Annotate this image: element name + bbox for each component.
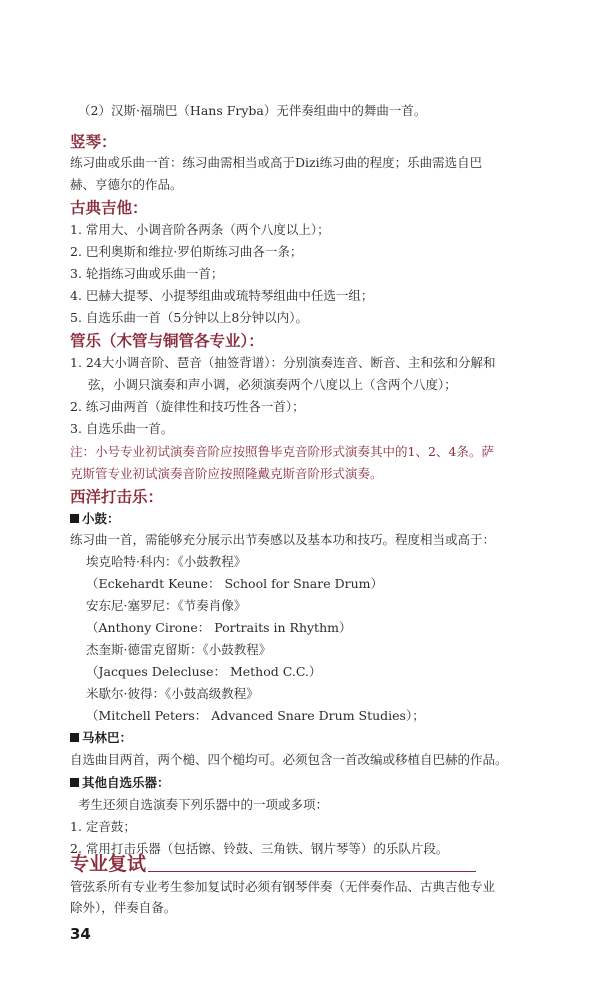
square-bullet-icon bbox=[70, 733, 79, 742]
snare-ref-2: 安东尼·塞罗尼：《节奏肖像》 bbox=[86, 598, 247, 613]
winds-note-2: 克斯管专业初试演奏音阶应按照隆戴克斯音阶形式演奏。 bbox=[70, 466, 383, 481]
winds-heading: 管乐（木管与铜管各专业）： bbox=[70, 332, 264, 350]
harp-line-2: 赫、亨德尔的作品。 bbox=[70, 177, 183, 192]
snare-desc: 练习曲一首，需能够充分展示出节奏感以及基本功和技巧。程度相当或高于： bbox=[70, 532, 496, 547]
other-item-2: 2. 常用打击乐器（包括镲、铃鼓、三角铁、钢片琴等）的乐队片段。 bbox=[70, 841, 449, 856]
percussion-heading: 西洋打击乐： bbox=[70, 488, 164, 506]
guitar-heading: 古典吉他： bbox=[70, 199, 148, 217]
snare-ref-4-en: （Mitchell Peters： Advanced Snare Drum Studies）； bbox=[86, 708, 425, 723]
guitar-item-1: 1. 常用大、小调音阶各两条（两个八度以上）； bbox=[70, 222, 330, 237]
other-desc: 考生还须自选演奏下列乐器中的一项或多项： bbox=[78, 797, 329, 812]
winds-item-3: 3. 自选乐曲一首。 bbox=[70, 421, 174, 436]
snare-ref-3: 杰奎斯·德雷克留斯：《小鼓教程》 bbox=[86, 642, 272, 657]
harp-heading: 竖琴： bbox=[70, 133, 117, 151]
retest-line-2: 除外），伴奏自备。 bbox=[70, 900, 177, 915]
retest-line-1: 管弦系所有专业考生参加复试时必须有钢琴伴奏（无伴奏作品、古典吉他专业 bbox=[70, 879, 496, 894]
marimba-subheading: 马林巴： bbox=[70, 730, 132, 746]
square-bullet-icon bbox=[70, 778, 79, 787]
snare-ref-4: 米歇尔·彼得：《小鼓高级教程》 bbox=[86, 686, 259, 701]
snare-subheading: 小鼓： bbox=[70, 511, 120, 527]
other-item-1: 1. 定音鼓； bbox=[70, 819, 136, 834]
intro-line: （2）汉斯·福瑞巴（Hans Fryba）无伴奏组曲中的舞曲一首。 bbox=[78, 103, 427, 118]
winds-item-2: 2. 练习曲两首（旋律性和技巧性各一首）； bbox=[70, 399, 305, 414]
guitar-item-3: 3. 轮指练习曲或乐曲一首； bbox=[70, 266, 224, 281]
snare-ref-3-en: （Jacques Delecluse： Method C.C.） bbox=[86, 664, 322, 679]
retest-heading: 专业复试 bbox=[70, 853, 147, 875]
snare-ref-2-en: （Anthony Cirone： Portraits in Rhythm） bbox=[86, 620, 352, 635]
square-bullet-icon bbox=[70, 514, 79, 523]
harp-line-1: 练习曲或乐曲一首：练习曲需相当或高于Dizi练习曲的程度；乐曲需选自巴 bbox=[70, 155, 483, 170]
other-instruments-subheading: 其他自选乐器： bbox=[70, 775, 170, 791]
heading-rule bbox=[148, 871, 476, 872]
winds-note-1: 注：小号专业初试演奏音阶应按照鲁毕克音阶形式演奏其中的1、2、4条。萨 bbox=[70, 444, 494, 459]
snare-ref-1-en: （Eckehardt Keune： School for Snare Drum） bbox=[86, 576, 383, 591]
guitar-item-5: 5. 自选乐曲一首（5分钟以上8分钟以内）。 bbox=[70, 310, 309, 325]
winds-item-1: 1. 24大小调音阶、琶音（抽签背谱）：分别演奏连音、断音、主和弦和分解和 bbox=[70, 355, 496, 370]
winds-item-1-cont: 弦，小调只演奏和声小调，必须演奏两个八度以上（含两个八度）； bbox=[88, 377, 457, 392]
guitar-item-4: 4. 巴赫大提琴、小提琴组曲或琉特琴组曲中任选一组； bbox=[70, 288, 374, 303]
marimba-desc: 自选曲目两首，两个槌、四个槌均可。必须包含一首改编或移植自巴赫的作品。 bbox=[70, 752, 508, 767]
guitar-item-2: 2. 巴利奥斯和维拉·罗伯斯练习曲各一条； bbox=[70, 244, 303, 259]
snare-ref-1: 埃克哈特·科内：《小鼓教程》 bbox=[86, 554, 247, 569]
page-number: 34 bbox=[70, 925, 91, 943]
